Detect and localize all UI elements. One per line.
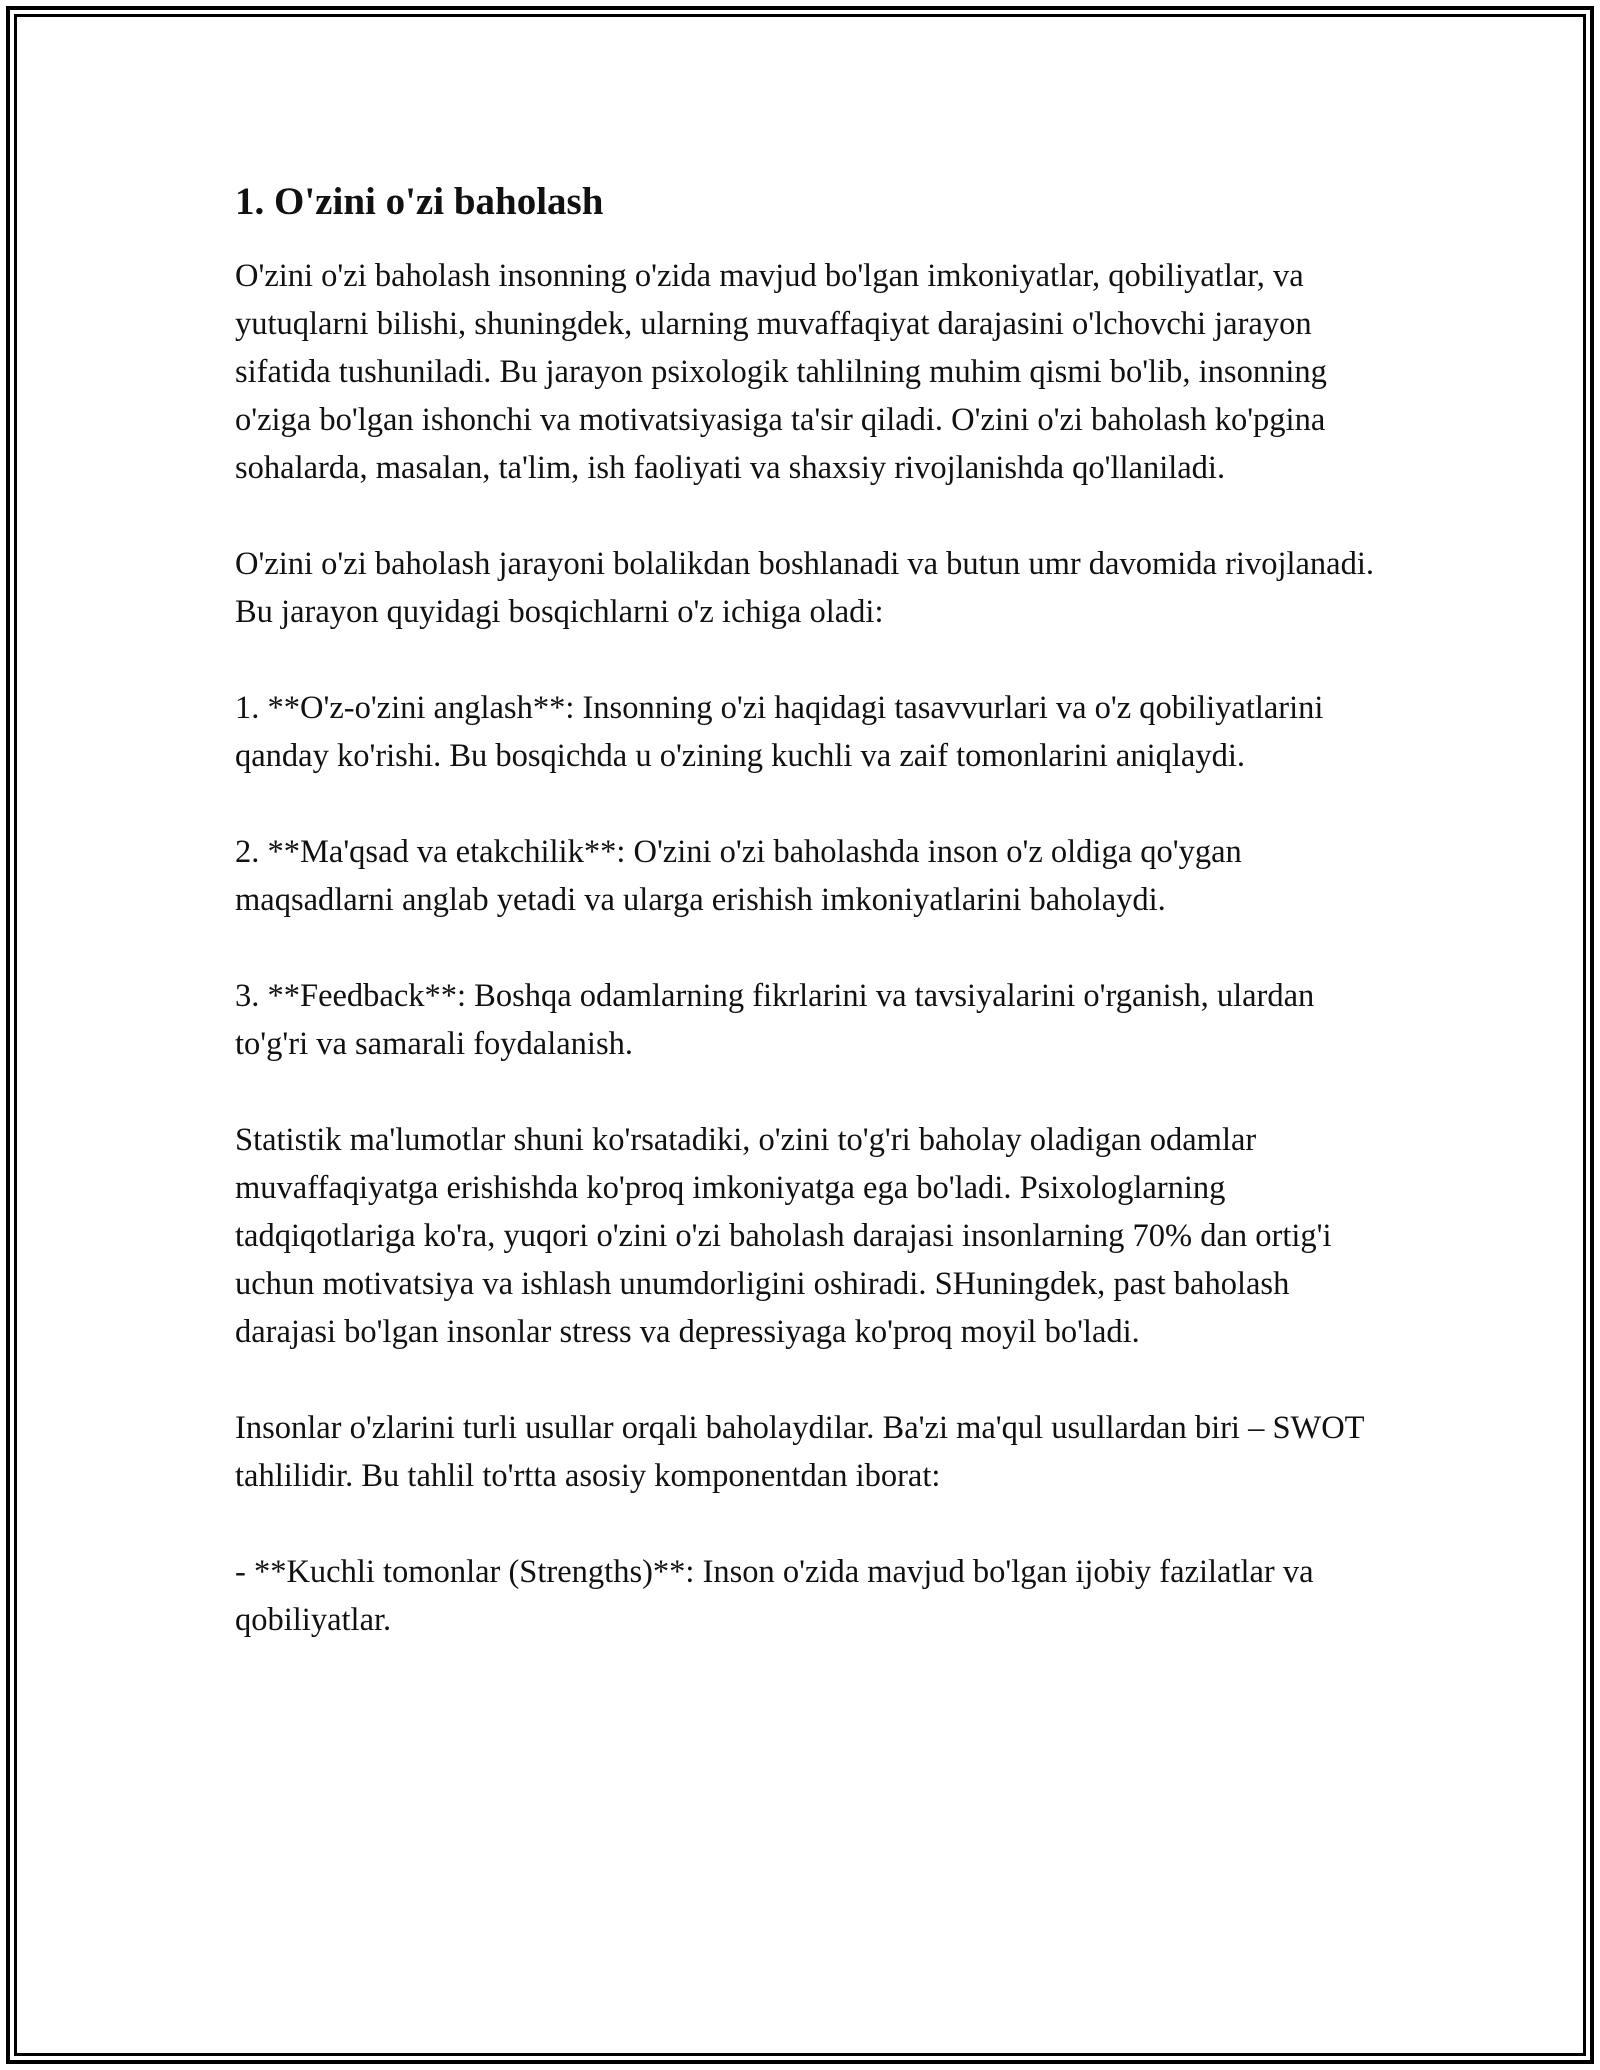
paragraph-intro: O'zini o'zi baholash insonning o'zida mavjud bo'lgan imkoniyatlar, qobiliyatlar, va yutuqlarni bilishi, shuningdek, ularning muvaffaqiyat darajasini o'lchovchi jarayon sifatida tushuniladi. Bu jarayon psixologik tahlilning muhim qismi bo'lib, insonning o'ziga bo'lgan ishonchi va motivatsiyasiga ta'sir qiladi. O'zini o'zi baholash ko'pgina sohalarda, masalan, ta'lim, ish faoliyati va shaxsiy rivojlanishda qo'llaniladi. (235, 258, 1327, 486)
paragraph-statistics: Statistik ma'lumotlar shuni ko'rsatadiki, o'zini to'g'ri baholay oladigan odamlar muvaffaqiyatga erishishda ko'proq imkoniyatga ega bo'ladi. Psixologlarning tadqiqotlariga ko'ra, yuqori o'zini o'zi baholash darajasi insonlarning 70% dan ortig'i uchun motivatsiya va ishlash unumdorligini oshiradi. SHuningdek, past baholash darajasi bo'lgan insonlar stress va depressiyaga ko'proq moyil bo'ladi. (235, 1122, 1332, 1350)
paragraph-stage-1: 1. **O'z-o'zini anglash**: Insonning o'zi haqidagi tasavvurlari va o'z qobiliyatlarini qanday ko'rishi. Bu bosqichda u o'zining kuchli va zaif tomonlarini aniqlaydi. (235, 690, 1324, 774)
document-body (235, 178, 1375, 1644)
paragraph-stage-3: 3. **Feedback**: Boshqa odamlarning fikrlarini va tavsiyalarini o'rganish, ulardan to'g'ri va samarali foydalanish. (235, 978, 1315, 1062)
section-heading: 1. O'zini o'zi baholash (235, 180, 604, 223)
paragraph-swot-intro: Insonlar o'zlarini turli usullar orqali baholaydilar. Ba'zi ma'qul usullardan biri – SWOT tahlilidir. Bu tahlil to'rtta asosiy komponentdan iborat: (235, 1410, 1364, 1494)
paragraph-stages-intro: O'zini o'zi baholash jarayoni bolalikdan boshlanadi va butun umr davomida rivojlanadi. Bu jarayon quyidagi bosqichlarni o'z ichiga oladi: (235, 546, 1375, 630)
paragraph-strengths: - **Kuchli tomonlar (Strengths)**: Inson o'zida mavjud bo'lgan ijobiy fazilatlar va qobiliyatlar. (235, 1554, 1314, 1638)
paragraph-stage-2: 2. **Ma'qsad va etakchilik**: O'zini o'zi baholashda inson o'z oldiga qo'ygan maqsadlarni anglab yetadi va ularga erishish imkoniyatlarini baholaydi. (235, 834, 1242, 918)
